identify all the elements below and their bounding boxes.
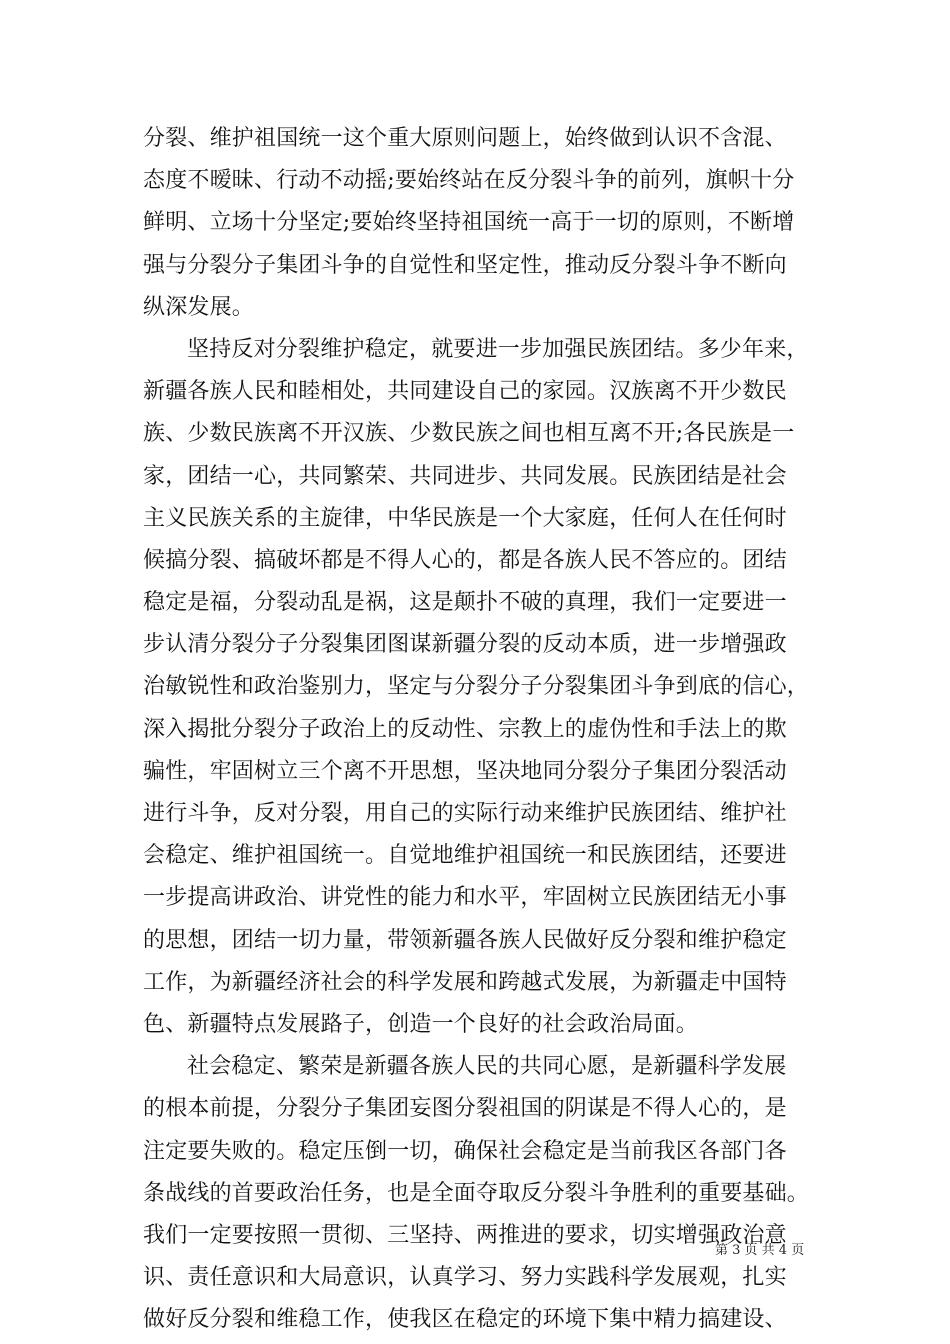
text-line: 家，团结一心，共同繁荣、共同进步、共同发展。民族团结是社会 [143,463,787,489]
text-line: 治敏锐性和政治鉴别力，坚定与分裂分子分裂集团斗争到底的信心， [143,674,810,700]
page-number-footer: 第 3 页 共 4 页 [715,1243,805,1258]
paragraph-first-line: 坚持反对分裂维护稳定，就要进一步加强民族团结。多少年来， [187,336,809,362]
text-line: 会稳定、维护祖国统一。自觉地维护祖国统一和民族团结，还要进 [143,843,787,869]
text-line: 骗性，牢固树立三个离不开思想，坚决地同分裂分子集团分裂活动 [143,758,787,784]
text-line: 稳定是福，分裂动乱是祸，这是颠扑不破的真理，我们一定要进一 [143,590,787,616]
text-line: 新疆各族人民和睦相处，共同建设自己的家园。汉族离不开少数民 [143,379,787,405]
text-line: 色、新疆特点发展路子，创造一个良好的社会政治局面。 [143,1011,699,1037]
text-line: 候搞分裂、搞破坏都是不得人心的，都是各族人民不答应的。团结 [143,547,787,573]
text-line: 的根本前提，分裂分子集团妄图分裂祖国的阴谋是不得人心的，是 [143,1096,787,1122]
text-line: 步认清分裂分子分裂集团图谋新疆分裂的反动本质，进一步增强政 [143,632,787,658]
text-line: 做好反分裂和维稳工作，使我区在稳定的环境下集中精力搞建设、 [143,1307,787,1333]
text-line: 工作，为新疆经济社会的科学发展和跨越式发展，为新疆走中国特 [143,969,787,995]
text-line: 注定要失败的。稳定压倒一切，确保社会稳定是当前我区各部门各 [143,1138,787,1164]
text-line: 条战线的首要政治任务，也是全面夺取反分裂斗争胜利的重要基础。 [143,1180,810,1206]
text-line: 深入揭批分裂分子政治上的反动性、宗教上的虚伪性和手法上的欺 [143,716,787,742]
paragraph-first-line: 社会稳定、繁荣是新疆各族人民的共同心愿，是新疆科学发展 [187,1054,787,1080]
text-line: 强与分裂分子集团斗争的自觉性和坚定性，推动反分裂斗争不断向 [143,252,787,278]
text-line: 分裂、维护祖国统一这个重大原则问题上，始终做到认识不含混、 [143,126,787,151]
text-line: 主义民族关系的主旋律，中华民族是一个大家庭，任何人在任何时 [143,505,787,531]
text-line: 族、少数民族离不开汉族、少数民族之间也相互离不开;各民族是一 [143,421,795,447]
text-line: 一步提高讲政治、讲党性的能力和水平，牢固树立民族团结无小事 [143,885,787,911]
text-line: 的思想，团结一切力量，带领新疆各族人民做好反分裂和维护稳定 [143,927,787,953]
text-line: 识、责任意识和大局意识，认真学习、努力实践科学发展观，扎实 [143,1265,787,1291]
text-line: 我们一定要按照一贯彻、三坚持、两推进的要求，切实增强政治意 [143,1222,787,1248]
text-line: 鲜明、立场十分坚定;要始终坚持祖国统一高于一切的原则，不断增 [143,210,795,236]
text-line: 纵深发展。 [143,294,255,320]
text-line: 进行斗争，反对分裂，用自己的实际行动来维护民族团结、维护社 [143,801,787,826]
text-line: 态度不暧昧、行动不动摇;要始终站在反分裂斗争的前列，旗帜十分 [143,168,795,194]
body-text [143,118,833,1341]
